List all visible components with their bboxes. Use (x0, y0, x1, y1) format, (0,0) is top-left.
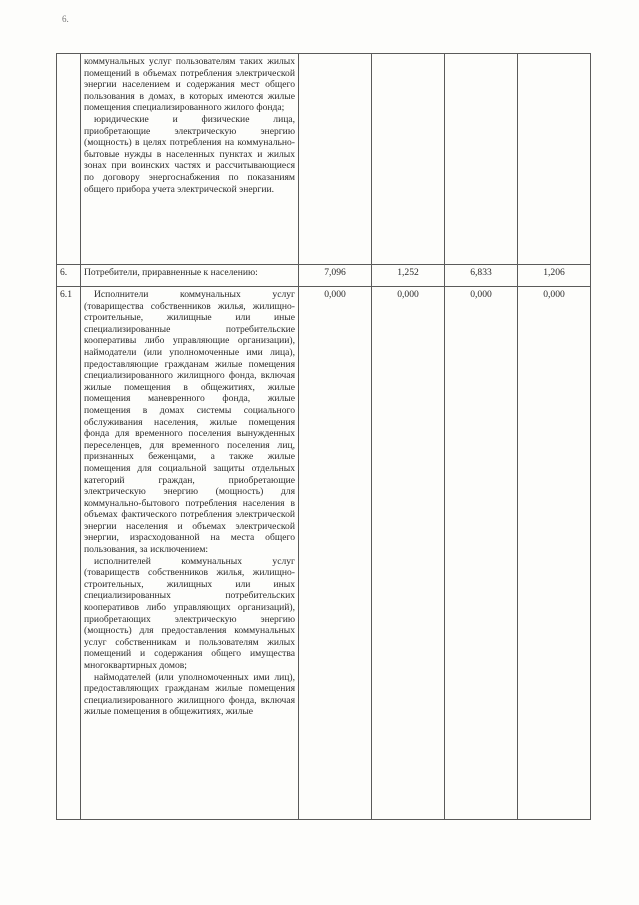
description-paragraph: юридические и физические лица, приобретающие электрическую энергию (мощность) в целях потребления на коммунально-бытовые нужды в населенных пунктах и жилых зонах при воинских частях и рассчитывающиеся по договору энергоснабжения по показаниям общего прибора учета электрической энергии. (84, 113, 295, 195)
value-cell (445, 54, 518, 265)
row-number: 6. (57, 265, 81, 287)
row-description (81, 287, 299, 820)
row-number: 6.1 (57, 287, 81, 820)
value-cell: 1,252 (372, 265, 445, 287)
page-mark: 6. (62, 14, 69, 24)
value-cell (372, 54, 445, 265)
value-cell: 7,096 (299, 265, 372, 287)
value-cell: 0,000 (445, 287, 518, 820)
row-number (57, 54, 81, 265)
value-cell (299, 54, 372, 265)
value-cell: 0,000 (372, 287, 445, 820)
table-row (57, 265, 591, 287)
tariff-table (56, 53, 591, 820)
table-row (57, 287, 591, 820)
value-cell: 1,206 (518, 265, 591, 287)
description-paragraph: Потребители, приравненные к населению: (84, 267, 258, 278)
value-cell: 6,833 (445, 265, 518, 287)
description-paragraph: наймодателей (или уполномоченных ими лиц), предоставляющих гражданам жилые помещения специализированного жилищного фонда, включая жилые помещения в общежитиях, жилые (84, 671, 295, 718)
row-description (81, 265, 299, 287)
table-row (57, 54, 591, 265)
row-description (81, 54, 299, 265)
value-cell (518, 54, 591, 265)
description-paragraph: Исполнители коммунальных услуг (товарищества собственников жилья, жилищно-строительные, жилищные или иные специализированные потребительские кооперативы либо управляющие организации), наймодатели (или уполномоченные ими лица), предоставляющие гражданам жилые помещения специализированного жилищного фонда, включая жилые помещения в общежитиях, жилые помещения маневренного фонда, жилые помещения в домах системы социального обслуживания населения, жилые помещения фонда для временного поселения вынужденных переселенцев, для временного поселения лиц, признанных беженцами, а также жилые помещения для социальной защиты отдельных категорий граждан, приобретающие электрическую энергию (мощность) для коммунально-бытового потребления населения в объемах фактического потребления электрической энергии населения и объемах электрической энергии, израсходованной на места общего пользования, за исключением: (84, 289, 295, 556)
value-cell: 0,000 (518, 287, 591, 820)
value-cell: 0,000 (299, 287, 372, 820)
description-paragraph: коммунальных услуг пользователям таких жилых помещений в объемах потребления электрической энергии населением и содержания мест общего пользования в домах, в которых имеются жилые помещения специализированного жилого фонда; (84, 56, 295, 114)
description-paragraph: исполнителей коммунальных услуг (товариществ собственников жилья, жилищно-строительных, жилищных или иных специализированных потребительских кооперативов либо управляющих организаций), приобретающих электрическую энергию (мощность) для предоставления коммунальных услуг собственникам и пользователям жилых помещений и содержания общего имущества многоквартирных домов; (84, 555, 295, 671)
